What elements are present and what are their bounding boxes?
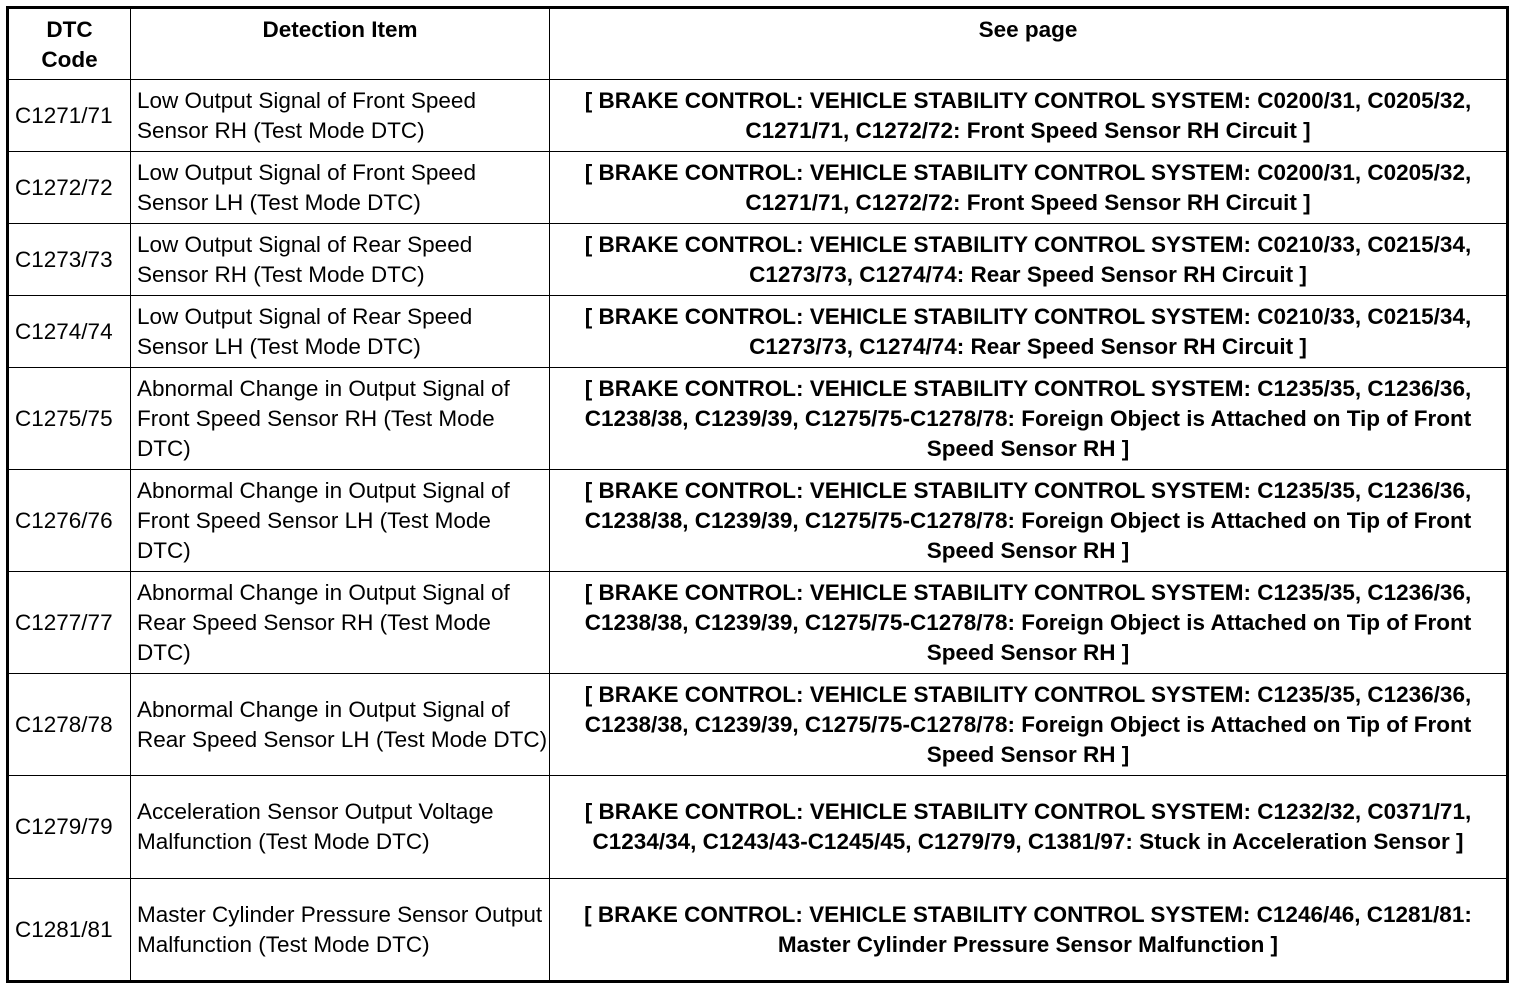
table-row	[8, 776, 1508, 879]
detection-item-cell: Abnormal Change in Output Signal of Front Speed Sensor RH (Test Mode DTC)	[131, 368, 550, 470]
detection-item-cell: Low Output Signal of Rear Speed Sensor LH (Test Mode DTC)	[131, 296, 550, 368]
dtc-code-cell: C1271/71	[8, 80, 131, 152]
see-page-link[interactable]: [ BRAKE CONTROL: VEHICLE STABILITY CONTROL SYSTEM: C1235/35, C1236/36, C1238/38, C1239/39, C1275/75-C1278/78: Foreign Object is Attached on Tip of Front Speed Sensor RH ]	[550, 470, 1508, 572]
table-row	[8, 674, 1508, 776]
dtc-code-cell: C1276/76	[8, 470, 131, 572]
table-row	[8, 80, 1508, 152]
detection-item-cell: Abnormal Change in Output Signal of Rear Speed Sensor LH (Test Mode DTC)	[131, 674, 550, 776]
header-detection-item: Detection Item	[131, 8, 550, 80]
detection-item-cell: Acceleration Sensor Output Voltage Malfunction (Test Mode DTC)	[131, 776, 550, 879]
dtc-code-cell: C1281/81	[8, 879, 131, 982]
dtc-code-cell: C1275/75	[8, 368, 131, 470]
detection-item-cell: Low Output Signal of Front Speed Sensor LH (Test Mode DTC)	[131, 152, 550, 224]
detection-item-cell: Abnormal Change in Output Signal of Rear Speed Sensor RH (Test Mode DTC)	[131, 572, 550, 674]
table-row	[8, 470, 1508, 572]
dtc-code-cell: C1272/72	[8, 152, 131, 224]
header-row	[8, 8, 1508, 80]
dtc-table	[6, 6, 1509, 983]
detection-item-cell: Low Output Signal of Front Speed Sensor RH (Test Mode DTC)	[131, 80, 550, 152]
table-row	[8, 152, 1508, 224]
table-row	[8, 879, 1508, 982]
dtc-code-cell: C1278/78	[8, 674, 131, 776]
see-page-link[interactable]: [ BRAKE CONTROL: VEHICLE STABILITY CONTROL SYSTEM: C0210/33, C0215/34, C1273/73, C1274/74: Rear Speed Sensor RH Circuit ]	[550, 224, 1508, 296]
detection-item-cell: Abnormal Change in Output Signal of Front Speed Sensor LH (Test Mode DTC)	[131, 470, 550, 572]
dtc-code-cell: C1274/74	[8, 296, 131, 368]
see-page-link[interactable]: [ BRAKE CONTROL: VEHICLE STABILITY CONTROL SYSTEM: C0200/31, C0205/32, C1271/71, C1272/72: Front Speed Sensor RH Circuit ]	[550, 80, 1508, 152]
see-page-link[interactable]: [ BRAKE CONTROL: VEHICLE STABILITY CONTROL SYSTEM: C0200/31, C0205/32, C1271/71, C1272/72: Front Speed Sensor RH Circuit ]	[550, 152, 1508, 224]
see-page-link[interactable]: [ BRAKE CONTROL: VEHICLE STABILITY CONTROL SYSTEM: C1232/32, C0371/71, C1234/34, C1243/43-C1245/45, C1279/79, C1381/97: Stuck in Acceleration Sensor ]	[550, 776, 1508, 879]
see-page-link[interactable]: [ BRAKE CONTROL: VEHICLE STABILITY CONTROL SYSTEM: C1235/35, C1236/36, C1238/38, C1239/39, C1275/75-C1278/78: Foreign Object is Attached on Tip of Front Speed Sensor RH ]	[550, 368, 1508, 470]
dtc-code-cell: C1279/79	[8, 776, 131, 879]
detection-item-cell: Master Cylinder Pressure Sensor Output Malfunction (Test Mode DTC)	[131, 879, 550, 982]
dtc-code-cell: C1273/73	[8, 224, 131, 296]
table-row	[8, 368, 1508, 470]
table-row	[8, 296, 1508, 368]
dtc-code-cell: C1277/77	[8, 572, 131, 674]
table-row	[8, 224, 1508, 296]
see-page-link[interactable]: [ BRAKE CONTROL: VEHICLE STABILITY CONTROL SYSTEM: C0210/33, C0215/34, C1273/73, C1274/74: Rear Speed Sensor RH Circuit ]	[550, 296, 1508, 368]
see-page-link[interactable]: [ BRAKE CONTROL: VEHICLE STABILITY CONTROL SYSTEM: C1235/35, C1236/36, C1238/38, C1239/39, C1275/75-C1278/78: Foreign Object is Attached on Tip of Front Speed Sensor RH ]	[550, 572, 1508, 674]
header-dtc-code: DTC Code	[8, 8, 131, 80]
table-row	[8, 572, 1508, 674]
see-page-link[interactable]: [ BRAKE CONTROL: VEHICLE STABILITY CONTROL SYSTEM: C1235/35, C1236/36, C1238/38, C1239/39, C1275/75-C1278/78: Foreign Object is Attached on Tip of Front Speed Sensor RH ]	[550, 674, 1508, 776]
detection-item-cell: Low Output Signal of Rear Speed Sensor RH (Test Mode DTC)	[131, 224, 550, 296]
header-see-page: See page	[550, 8, 1508, 80]
see-page-link[interactable]: [ BRAKE CONTROL: VEHICLE STABILITY CONTROL SYSTEM: C1246/46, C1281/81: Master Cylinder Pressure Sensor Malfunction ]	[550, 879, 1508, 982]
